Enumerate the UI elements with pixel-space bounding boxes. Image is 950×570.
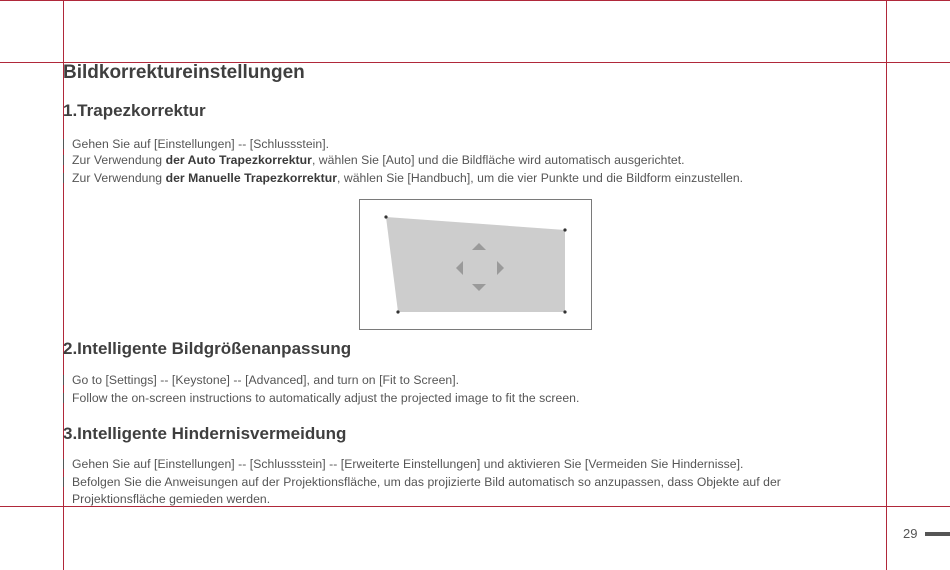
keystone-figure (359, 199, 592, 330)
list-item-continuation (72, 492, 270, 506)
page-number-bar (925, 532, 950, 536)
corner-point (396, 310, 399, 313)
list-item (63, 153, 685, 167)
bullet-mark (63, 155, 64, 165)
list-item (63, 391, 579, 405)
list-item-bold-text: der Manuelle Trapezkorrektur (165, 171, 337, 185)
bullet-mark (63, 173, 64, 183)
list-item-text: Follow the on-screen instructions to automatically adjust the projected image to fit the screen. (72, 391, 580, 405)
list-item (63, 171, 743, 185)
list-item-text: Go to [Settings] -- [Keystone] -- [Advanced], and turn on [Fit to Screen]. (72, 373, 460, 387)
section-heading-bildgroessenanpassung: 2.Intelligente Bildgrößenanpassung (63, 339, 352, 358)
corner-point (563, 310, 566, 313)
keystone-shape (386, 217, 565, 312)
bullet-mark (63, 477, 64, 487)
guide-line-right (886, 0, 887, 570)
bullet-mark (63, 393, 64, 403)
list-item-bold-text: der Auto Trapezkorrektur (165, 153, 312, 167)
guide-line-bottom (0, 506, 950, 507)
list-item-text: Zur Verwendung (72, 171, 166, 185)
bullet-mark (63, 459, 64, 469)
list-item-text: Befolgen Sie die Anweisungen auf der Projektionsfläche, um das projizierte Bild automatisch so anzupassen, dass Objekte auf der (72, 475, 781, 489)
bullet-mark (63, 139, 64, 149)
list-item (63, 373, 459, 387)
list-item-text: Projektionsfläche gemieden werden. (72, 492, 271, 506)
corner-point (384, 215, 387, 218)
list-item-text: Gehen Sie auf [Einstellungen] -- [Schlussstein] -- [Erweiterte Einstellungen] und aktivieren Sie [Vermeiden Sie Hindernisse]. (72, 457, 744, 471)
list-item-text: , wählen Sie [Handbuch], um die vier Punkte und die Bildform einzustellen. (336, 171, 744, 185)
corner-point (563, 228, 566, 231)
list-item (63, 137, 329, 151)
list-item-text: Zur Verwendung (72, 153, 166, 167)
guide-line-top-edge (0, 0, 950, 1)
section-heading-hindernisvermeidung: 3.Intelligente Hindernisvermeidung (63, 424, 347, 443)
bullet-mark (63, 375, 64, 385)
section-heading-trapezkorrektur: 1.Trapezkorrektur (63, 101, 206, 120)
list-item-text: Gehen Sie auf [Einstellungen] -- [Schlussstein]. (72, 137, 330, 151)
list-item (63, 475, 781, 489)
page-number: 29 (903, 526, 918, 541)
keystone-diagram (360, 200, 591, 329)
list-item-text: , wählen Sie [Auto] und die Bildfläche wird automatisch ausgerichtet. (311, 153, 685, 167)
page-title: Bildkorrektureinstellungen (63, 62, 305, 83)
list-item (63, 457, 744, 471)
